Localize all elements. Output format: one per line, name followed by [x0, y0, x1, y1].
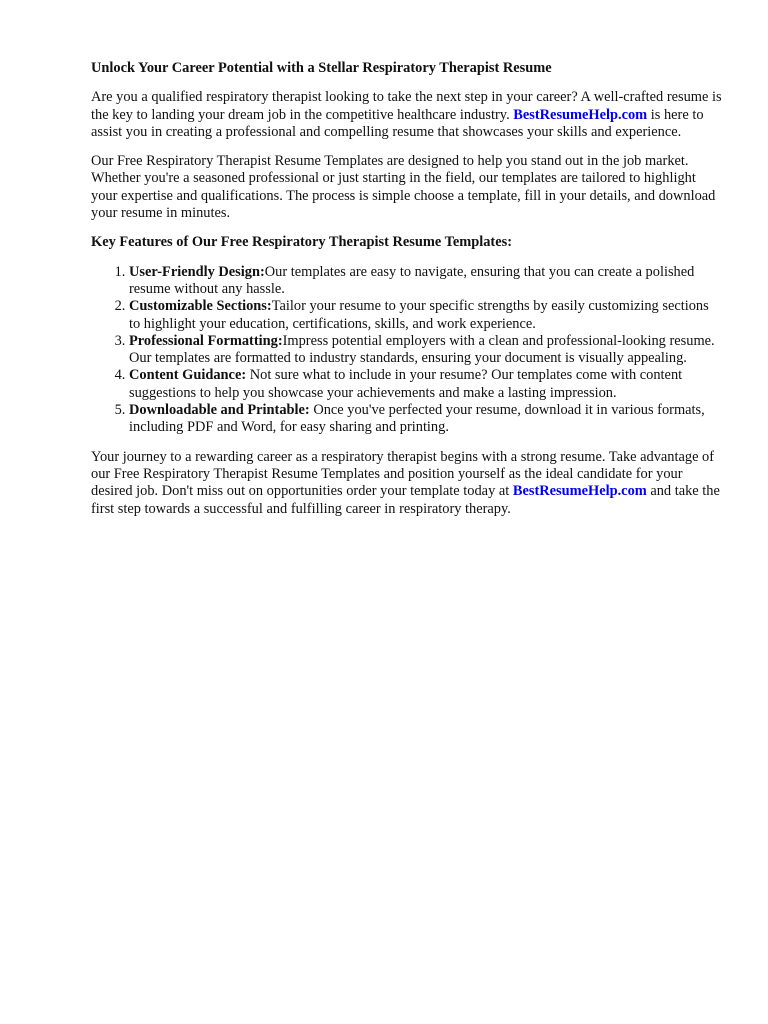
feature-item-user-friendly-design: [129, 264, 723, 299]
feature-title: Downloadable and Printable:: [129, 402, 310, 419]
feature-title: Customizable Sections:: [129, 298, 272, 315]
intro-text-before-link: Are you a qualified respiratory therapist looking to take the next step in your career? A well-crafted resume is the key to landing your dream job in the competitive healthcare industry.: [91, 89, 722, 123]
closing-bestresumehelp-link[interactable]: BestResumeHelp.com: [512, 483, 647, 500]
features-list: [91, 264, 723, 437]
feature-item-customizable-sections: [129, 298, 723, 333]
document-title: Unlock Your Career Potential with a Stellar Respiratory Therapist Resume: [91, 60, 552, 76]
closing-text-after-link: and take the first step towards a successful and fulfilling career in respiratory therapy.: [91, 483, 720, 517]
feature-title: Content Guidance:: [129, 367, 247, 384]
feature-title: User-Friendly Design:: [129, 263, 265, 280]
document-page: [91, 60, 723, 530]
feature-item-downloadable-printable: [129, 402, 723, 437]
templates-paragraph: Our Free Respiratory Therapist Resume Templates are designed to help you stand out in the job market. Whether you're a seasoned professional or just starting in the field, our templates are tailored to highlight your expertise and qualifications. The process is simple choose a template, fill in your details, and download your resume in minutes.: [91, 153, 716, 222]
feature-text: Our templates are easy to navigate, ensuring that you can create a polished resume without any hassle.: [129, 263, 695, 297]
intro-bestresumehelp-link[interactable]: BestResumeHelp.com: [513, 106, 648, 123]
features-heading: Key Features of Our Free Respiratory Therapist Resume Templates:: [91, 234, 513, 251]
feature-title: Professional Formatting:: [129, 332, 283, 349]
intro-text-after-link: is here to assist you in creating a professional and compelling resume that showcases your skills and experience.: [91, 106, 704, 140]
intro-paragraph: [91, 89, 723, 141]
feature-item-professional-formatting: [129, 333, 723, 368]
feature-text: Impress potential employers with a clean and professional-looking resume. Our templates are formatted to industry standards, ensuring your document is visually appealing.: [129, 332, 715, 367]
feature-text: Not sure what to include in your resume? Our templates come with content suggestions to help you showcase your achievements and make a lasting impression.: [129, 367, 683, 401]
feature-text: Tailor your resume to your specific strengths by easily customizing sections to highlight your education, certifications, skills, and work experience.: [129, 298, 709, 332]
feature-text: Once you've perfected your resume, download it in various formats, including PDF and Word, for easy sharing and printing.: [129, 402, 705, 436]
closing-text-before-link: Your journey to a rewarding career as a respiratory therapist begins with a strong resume. Take advantage of our Free Respiratory Therapist Resume Templates and position yourself as the ideal candidate for your desired job. Don't miss out on opportunities order your template today at: [91, 448, 715, 500]
closing-paragraph: [91, 449, 723, 518]
feature-item-content-guidance: [129, 367, 723, 402]
